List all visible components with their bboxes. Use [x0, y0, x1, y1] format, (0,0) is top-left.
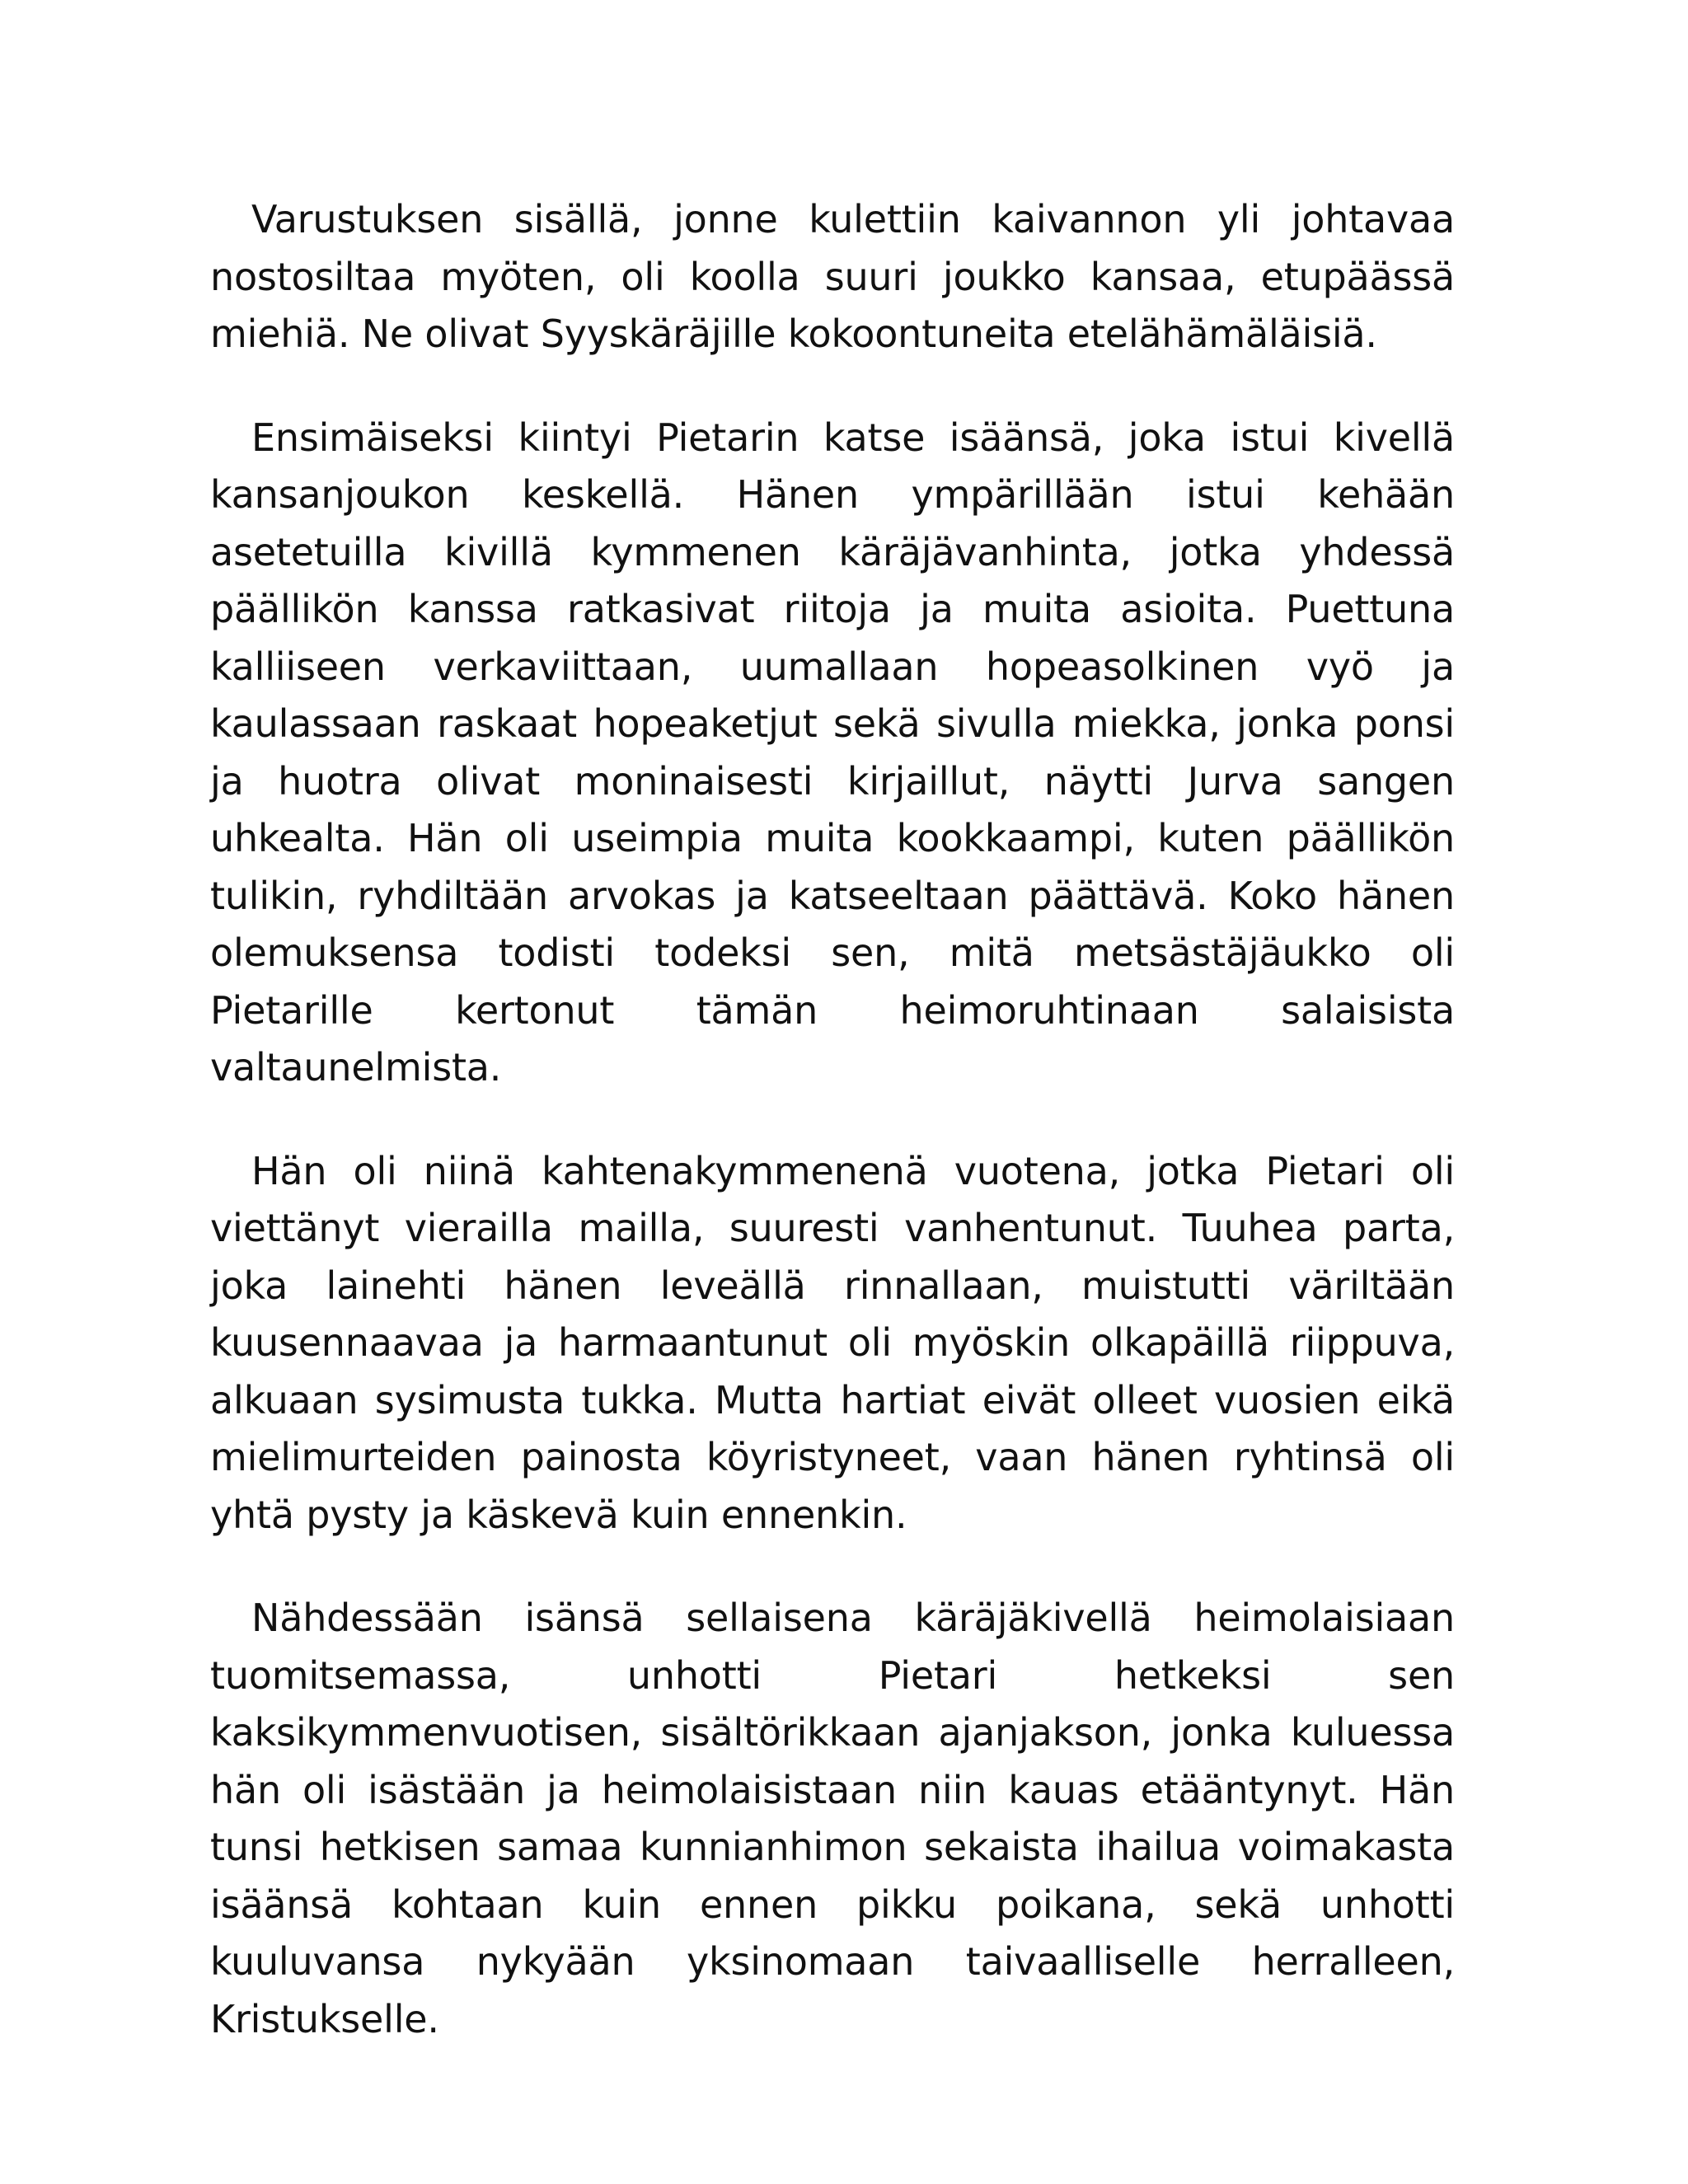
- paragraph-4: Nähdessään isänsä sellaisena käräjäkivellä heimolaisiaan tuomitsemassa, unhotti Pietari hetkeksi sen kaksikymmenvuotisen, sisältörikkaan ajanjakson, jonka kuluessa hän oli isästään ja heimolaisistaan niin kauas etääntynyt. Hän tunsi hetkisen samaa kunnianhimon sekaista ihailua voimakasta isäänsä kohtaan kuin ennen pikku poikana, sekä unhotti kuuluvansa nykyään yksinomaan taivaalliselle herralleen, Kristukselle.: [210, 1596, 1455, 2041]
- paragraph-2: Ensimäiseksi kiintyi Pietarin katse isäänsä, joka istui kivellä kansanjoukon keskellä. Hänen ympärillään istui kehään asetetuilla kivillä kymmenen käräjävanhinta, jotka yhdessä päällikön kanssa ratkasivat riitoja ja muita asioita. Puettuna kalliiseen verkaviittaan, uumallaan hopeasolkinen vyö ja kaulassaan raskaat hopeaketjut sekä sivulla miekka, jonka ponsi ja huotra olivat moninaisesti kirjaillut, näytti Jurva sangen uhkealta. Hän oli useimpia muita kookkaampi, kuten päällikön tulikin, ryhdiltään arvokas ja katseeltaan päättävä. Koko hänen olemuksensa todisti todeksi sen, mitä metsästäjäukko oli Pietarille kertonut tämän heimoruhtinaan salaisista valtaunelmista.: [210, 415, 1455, 1090]
- paragraph-1: Varustuksen sisällä, jonne kulettiin kaivannon yli johtavaa nostosiltaa myöten, oli koolla suuri joukko kansaa, etupäässä miehiä. Ne olivat Syyskäräjille kokoontuneita etelähämäläisiä.: [210, 197, 1455, 356]
- paragraph-3: Hän oli niinä kahtenakymmenenä vuotena, jotka Pietari oli viettänyt vierailla mailla, suuresti vanhentunut. Tuuhea parta, joka lainehti hänen leveällä rinnallaan, muistutti väriltään kuusennaavaa ja harmaantunut oli myöskin olkapäillä riippuva, alkuaan sysimusta tukka. Mutta hartiat eivät olleet vuosien eikä mielimurteiden painosta köyristyneet, vaan hänen ryhtinsä oli yhtä pysty ja käskevä kuin ennenkin.: [210, 1148, 1455, 1537]
- body-text: [210, 191, 1455, 2094]
